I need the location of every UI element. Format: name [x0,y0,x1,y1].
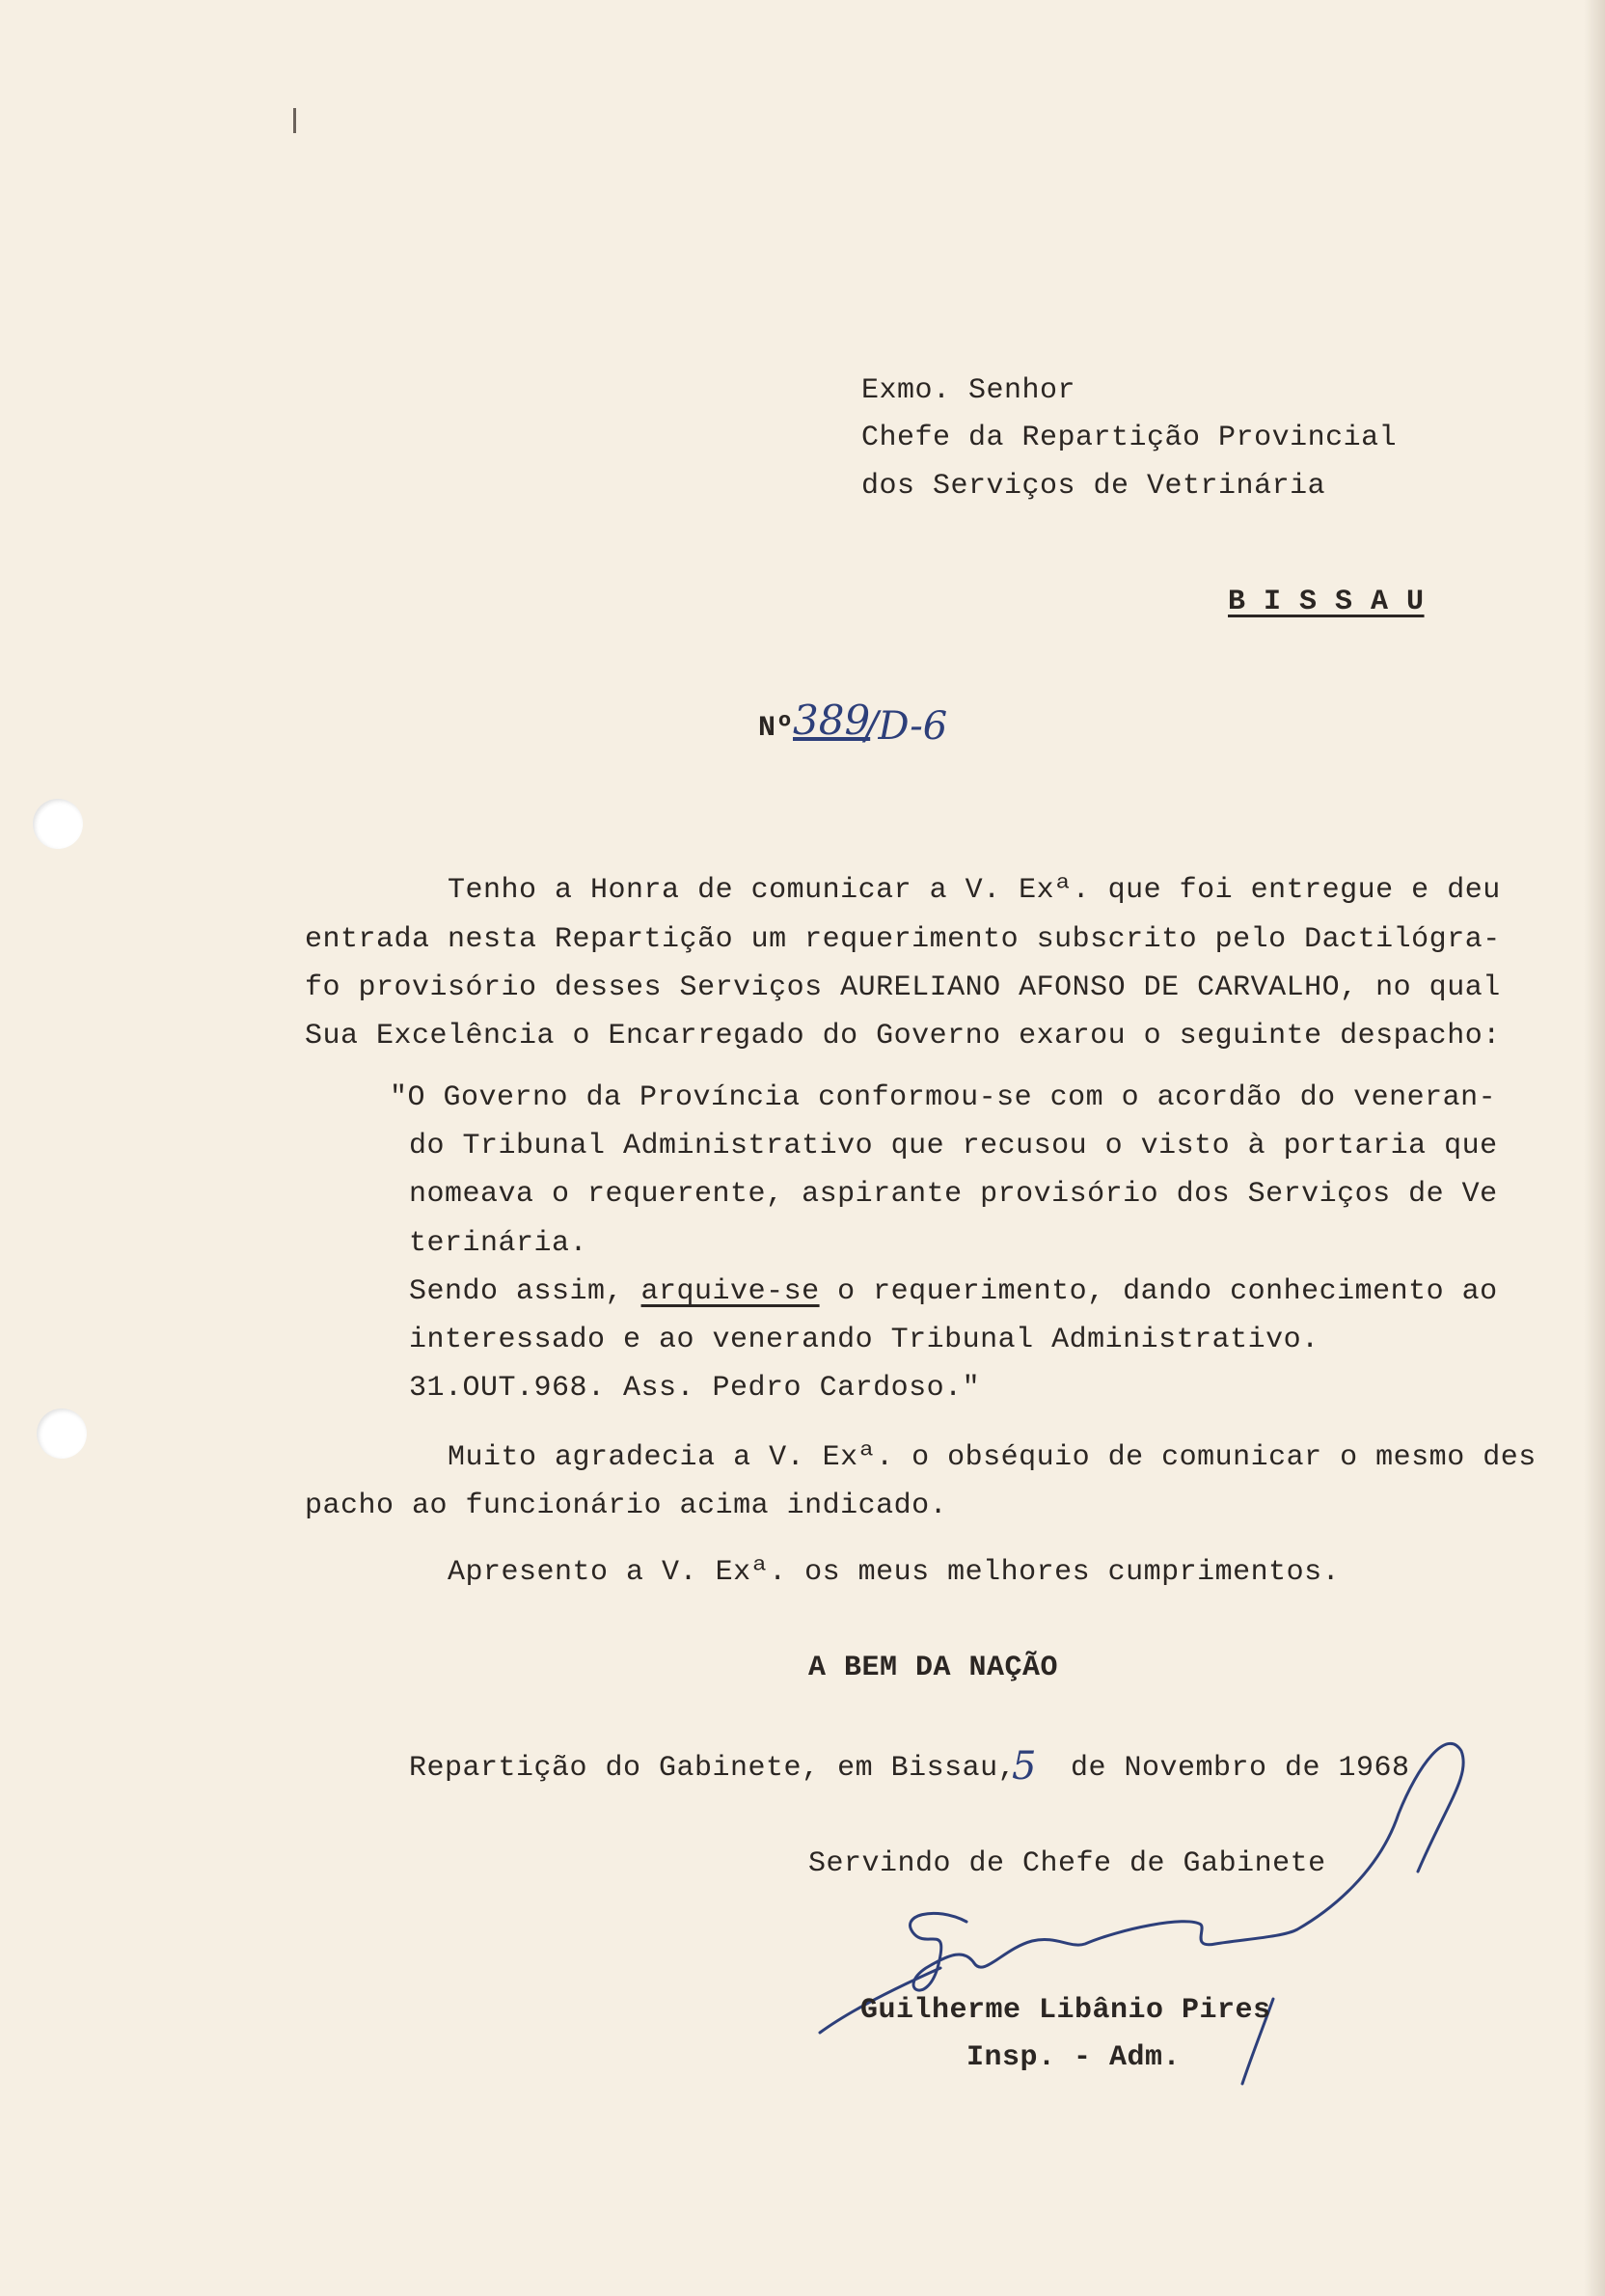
quote-sendo-start: Sendo assim, [409,1275,641,1308]
signatory-name: Guilherme Libânio Pires [860,1994,1271,2027]
quote-line-6: interessado e ao venerando Tribunal Administrativo. [409,1324,1319,1356]
addressee-salutation: Exmo. Senhor [861,374,1076,407]
signatory-role: Servindo de Chefe de Gabinete [808,1847,1326,1880]
paragraph-1-line-2: entrada nesta Repartição um requerimento subscrito pelo Dactilógra- [305,923,1501,956]
reference-handwritten-suffix: /D-6 [865,704,948,749]
reference-prefix: Nº [758,712,795,745]
quote-line-7: 31.OUT.968. Ass. Pedro Cardoso." [409,1372,981,1405]
quote-arquive-underlined: arquive-se [640,1275,820,1308]
paragraph-1-line-1: Tenho a Honra de comunicar a V. Exª. que foi entregue e deu [305,874,1501,907]
addressee-city: B I S S A U [1228,586,1425,618]
closing-motto: A BEM DA NAÇÃO [808,1652,1059,1684]
quote-sendo-rest: o requerimento, dando conhecimento ao [819,1275,1498,1308]
paragraph-1-line-3: fo provisório desses Serviços AURELIANO AFONSO DE CARVALHO, no qual [305,971,1501,1004]
place-date-start: Repartição do Gabinete, em Bissau, [409,1752,1017,1785]
quote-line-2: do Tribunal Administrativo que recusou o visto à portaria que [409,1130,1498,1162]
quote-line-1: "O Governo da Província conformou-se com o acordão do veneran- [390,1081,1497,1114]
paragraph-2-line-1: Muito agradecia a V. Exª. o obséquio de comunicar o mesmo des [305,1441,1537,1474]
place-date-end: de Novembro de 1968 [1071,1752,1410,1785]
addressee-title-line-1: Chefe da Repartição Provincial [861,422,1398,454]
addressee-title-line-2: dos Serviços de Vetrinária [861,470,1326,503]
reference-handwritten-number: 389 [793,697,871,744]
date-day-handwritten: 5 [1012,1744,1037,1789]
quote-line-3: nomeava o requerente, aspirante provisório dos Serviços de Ve [409,1178,1498,1211]
signature-stroke-main [911,1743,1464,1990]
paragraph-1-line-4: Sua Excelência o Encarregado do Governo exarou o seguinte despacho: [305,1020,1501,1052]
paragraph-2-line-2: pacho ao funcionário acima indicado. [305,1490,948,1522]
quote-line-4: terinária. [409,1227,588,1260]
signatory-title: Insp. - Adm. [966,2041,1182,2074]
paragraph-3: Apresento a V. Exª. os meus melhores cumprimentos. [305,1556,1341,1589]
